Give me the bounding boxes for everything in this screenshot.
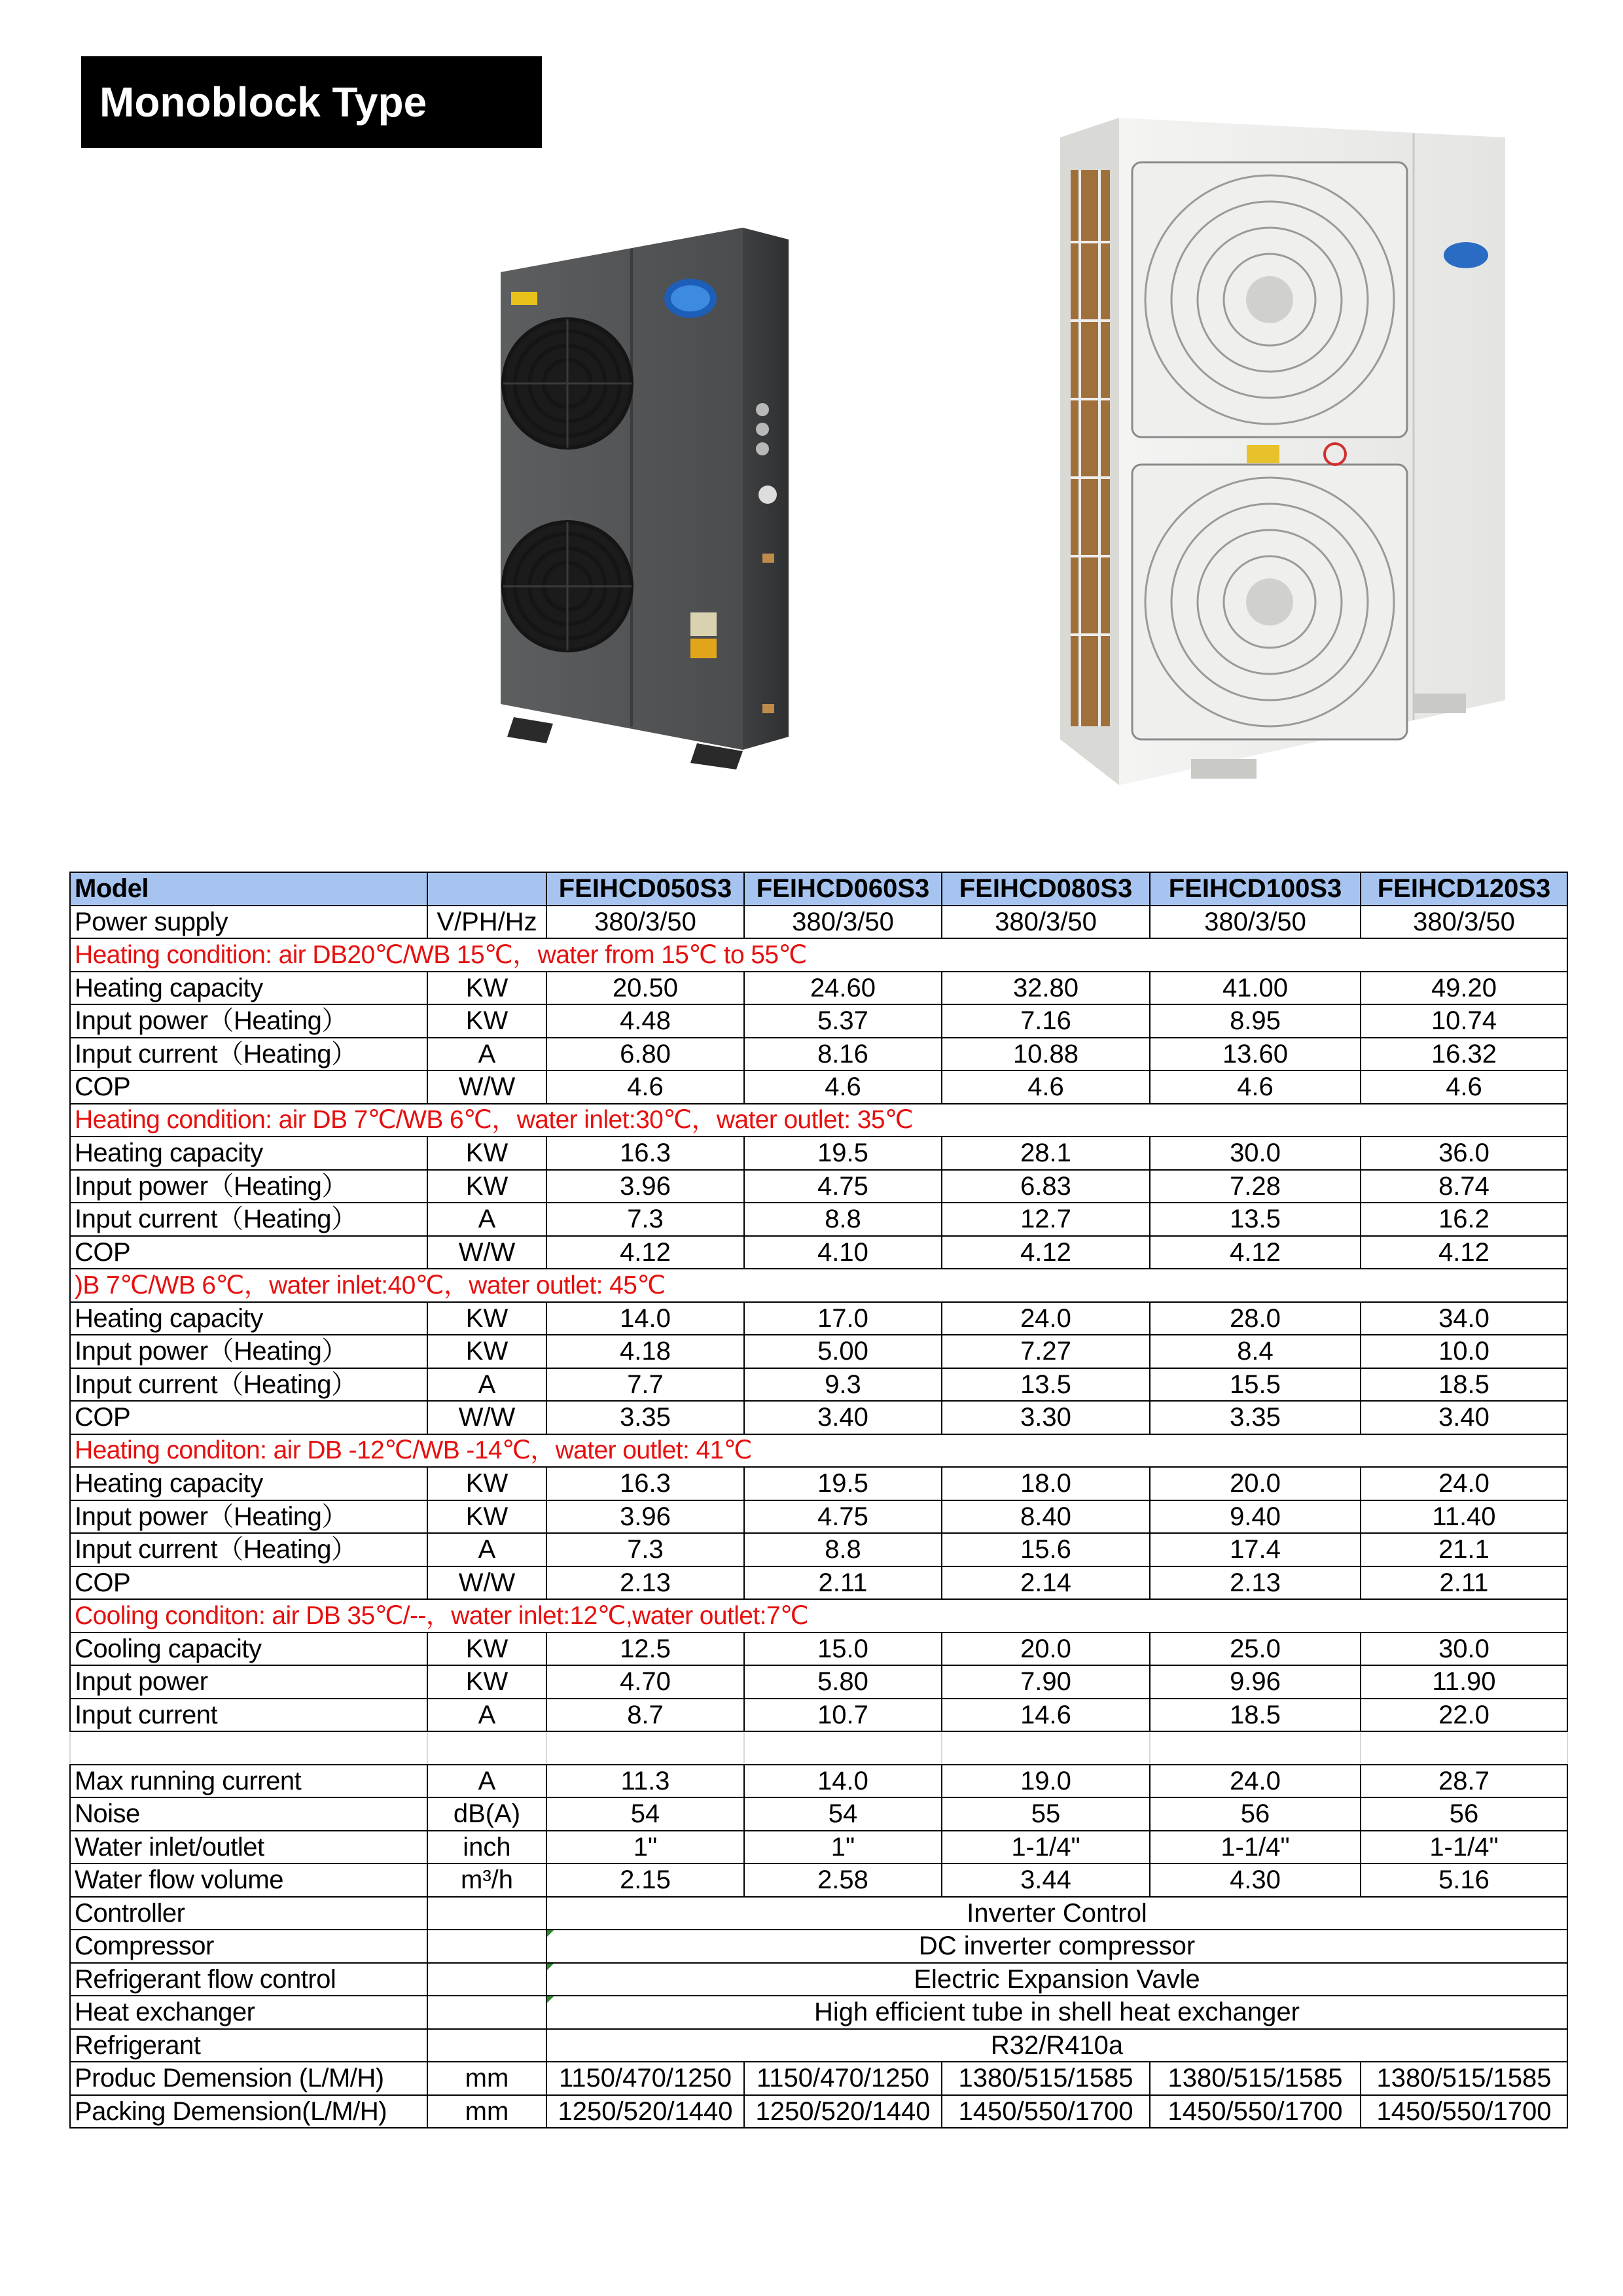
condition-text: Heating condition: air DB20℃/WB 15℃，water from 15℃ to 55℃ [70, 938, 1361, 972]
table-row [70, 1170, 1567, 1203]
value-cell: 380/3/50 [942, 906, 1150, 939]
value-cell: 56 [1361, 1797, 1567, 1831]
value-cell: 20.50 [546, 972, 744, 1005]
condition-row [70, 1599, 1567, 1633]
row-label: Input current（Heating） [70, 1038, 427, 1071]
row-unit: mm [427, 2095, 546, 2128]
value-cell: 4.75 [744, 1170, 942, 1203]
value-cell: 10.74 [1361, 1004, 1567, 1038]
spacer-row [70, 1731, 1567, 1765]
value-cell: 14.0 [546, 1302, 744, 1335]
table-row [70, 2095, 1567, 2128]
row-label: Input power（Heating） [70, 1004, 427, 1038]
row-label: Power supply [70, 906, 427, 939]
title-banner [81, 56, 542, 148]
value-cell: 22.0 [1361, 1699, 1567, 1732]
value-cell: 54 [546, 1797, 744, 1831]
value-cell: 36.0 [1361, 1137, 1567, 1170]
value-cell: 20.0 [942, 1633, 1150, 1666]
table-row [70, 1699, 1567, 1732]
condition-row [70, 1434, 1567, 1468]
cell-marker [547, 1930, 554, 1937]
value-cell: 4.30 [1150, 1863, 1361, 1897]
table-row [70, 1665, 1567, 1699]
value-cell: 4.6 [942, 1070, 1150, 1104]
value-cell: 3.40 [1361, 1401, 1567, 1434]
value-cell: 7.3 [546, 1203, 744, 1236]
row-label: COP [70, 1401, 427, 1434]
table-row [70, 1236, 1567, 1269]
row-label: Packing Demension(L/M/H) [70, 2095, 427, 2128]
value-cell: 15.5 [1150, 1368, 1361, 1402]
row-label: Input current（Heating） [70, 1533, 427, 1566]
value-cell: 4.6 [1361, 1070, 1567, 1104]
row-unit: KW [427, 1335, 546, 1368]
row-label: Heating capacity [70, 1302, 427, 1335]
value-cell: 380/3/50 [546, 906, 744, 939]
condition-empty [1361, 1434, 1567, 1468]
value-cell: 4.12 [1150, 1236, 1361, 1269]
row-label: Input power（Heating） [70, 1500, 427, 1534]
value-cell: 8.74 [1361, 1170, 1567, 1203]
value-cell: 6.80 [546, 1038, 744, 1071]
header-model-name: FEIHCD100S3 [1150, 872, 1361, 906]
value-cell: 2.11 [1361, 1566, 1567, 1600]
row-unit [427, 1996, 546, 2029]
row-label: Heat exchanger [70, 1996, 427, 2029]
spacer-cell [942, 1731, 1150, 1765]
value-cell: 1" [546, 1831, 744, 1864]
row-label: Heating capacity [70, 972, 427, 1005]
value-cell: 5.00 [744, 1335, 942, 1368]
condition-empty [1361, 1269, 1567, 1302]
value-cell: 380/3/50 [1150, 906, 1361, 939]
table-row [70, 1765, 1567, 1798]
value-cell: 3.35 [1150, 1401, 1361, 1434]
row-label: Refrigerant [70, 2029, 427, 2062]
value-cell: 3.44 [942, 1863, 1150, 1897]
value-cell: 380/3/50 [1361, 906, 1567, 939]
value-cell: 8.95 [1150, 1004, 1361, 1038]
row-unit: A [427, 1765, 546, 1798]
value-cell: 16.3 [546, 1137, 744, 1170]
value-cell: 380/3/50 [744, 906, 942, 939]
value-cell: 24.0 [1150, 1765, 1361, 1798]
value-cell: 18.0 [942, 1467, 1150, 1500]
row-label: Cooling capacity [70, 1633, 427, 1666]
value-cell: 8.7 [546, 1699, 744, 1732]
row-unit: KW [427, 1467, 546, 1500]
value-cell: 5.37 [744, 1004, 942, 1038]
value-cell: 1" [744, 1831, 942, 1864]
value-cell: 11.3 [546, 1765, 744, 1798]
condition-text: Cooling conditon: air DB 35℃/--，water inlet:12℃,water outlet:7℃ [70, 1599, 1361, 1633]
value-cell: 4.18 [546, 1335, 744, 1368]
value-cell: 2.15 [546, 1863, 744, 1897]
table-row [70, 1633, 1567, 1666]
value-cell: 2.14 [942, 1566, 1150, 1600]
row-unit: KW [427, 1004, 546, 1038]
value-cell: 19.5 [744, 1467, 942, 1500]
value-cell: 9.96 [1150, 1665, 1361, 1699]
value-cell: 1380/515/1585 [942, 2062, 1150, 2095]
row-unit: mm [427, 2062, 546, 2095]
value-cell: 3.35 [546, 1401, 744, 1434]
value-cell: 18.5 [1150, 1699, 1361, 1732]
row-unit [427, 1930, 546, 1963]
row-unit: dB(A) [427, 1797, 546, 1831]
value-cell: 3.40 [744, 1401, 942, 1434]
spacer-cell [70, 1731, 427, 1765]
table-row [70, 1533, 1567, 1566]
row-label: Noise [70, 1797, 427, 1831]
table-row [70, 906, 1567, 939]
spacer-cell [546, 1731, 744, 1765]
table-row [70, 1831, 1567, 1864]
row-unit: KW [427, 972, 546, 1005]
value-cell: 2.11 [744, 1566, 942, 1600]
row-label: COP [70, 1236, 427, 1269]
value-cell: 15.6 [942, 1533, 1150, 1566]
value-cell: 30.0 [1150, 1137, 1361, 1170]
value-cell: 3.96 [546, 1170, 744, 1203]
row-unit: KW [427, 1302, 546, 1335]
header-unit [427, 872, 546, 906]
value-cell: 13.5 [1150, 1203, 1361, 1236]
value-cell: 8.40 [942, 1500, 1150, 1534]
table-row [70, 1038, 1567, 1071]
row-unit [427, 1897, 546, 1930]
row-unit: m³/h [427, 1863, 546, 1897]
row-label: Heating capacity [70, 1467, 427, 1500]
value-cell: 5.80 [744, 1665, 942, 1699]
row-label: Refrigerant flow control [70, 1963, 427, 1996]
row-label: Input power [70, 1665, 427, 1699]
page-title: Monoblock Type [99, 79, 427, 126]
value-cell: 7.28 [1150, 1170, 1361, 1203]
value-cell: 8.8 [744, 1533, 942, 1566]
value-cell: 49.20 [1361, 972, 1567, 1005]
table-row [70, 1335, 1567, 1368]
row-label: Water inlet/outlet [70, 1831, 427, 1864]
row-unit: KW [427, 1500, 546, 1534]
row-label: Input current [70, 1699, 427, 1732]
row-unit: A [427, 1533, 546, 1566]
value-cell: 13.5 [942, 1368, 1150, 1402]
value-cell: 24.0 [1361, 1467, 1567, 1500]
condition-row [70, 938, 1567, 972]
row-label: Input current（Heating） [70, 1368, 427, 1402]
value-cell: 1-1/4" [942, 1831, 1150, 1864]
table-row [70, 1137, 1567, 1170]
value-cell: 34.0 [1361, 1302, 1567, 1335]
table-row [70, 1302, 1567, 1335]
cell-marker [547, 1964, 554, 1970]
value-cell: 3.96 [546, 1500, 744, 1534]
spacer-cell [1150, 1731, 1361, 1765]
row-unit: A [427, 1038, 546, 1071]
value-cell: 7.7 [546, 1368, 744, 1402]
value-cell: 1450/550/1700 [942, 2095, 1150, 2128]
value-cell: 1250/520/1440 [546, 2095, 744, 2128]
value-cell: 8.16 [744, 1038, 942, 1071]
spacer-cell [1361, 1731, 1567, 1765]
value-cell: 5.16 [1361, 1863, 1567, 1897]
header-model-name: FEIHCD120S3 [1361, 872, 1567, 906]
value-cell: 19.0 [942, 1765, 1150, 1798]
table-row [70, 1368, 1567, 1402]
value-cell: 24.60 [744, 972, 942, 1005]
table-row [70, 1996, 1567, 2029]
value-cell: 7.16 [942, 1004, 1150, 1038]
value-cell: 16.32 [1361, 1038, 1567, 1071]
value-cell: 32.80 [942, 972, 1150, 1005]
value-cell: 56 [1150, 1797, 1361, 1831]
table-row [70, 1863, 1567, 1897]
value-cell: 24.0 [942, 1302, 1150, 1335]
value-cell: 1150/470/1250 [744, 2062, 942, 2095]
row-label: Input power（Heating） [70, 1335, 427, 1368]
row-unit: inch [427, 1831, 546, 1864]
value-cell: 11.40 [1361, 1500, 1567, 1534]
condition-text: Heating condition: air DB 7℃/WB 6℃，water inlet:30℃，water outlet: 35℃ [70, 1104, 1361, 1137]
value-cell: 25.0 [1150, 1633, 1361, 1666]
value-cell: 18.5 [1361, 1368, 1567, 1402]
value-cell: 1250/520/1440 [744, 2095, 942, 2128]
spacer-cell [744, 1731, 942, 1765]
table-row [70, 1467, 1567, 1500]
condition-empty [1361, 1104, 1567, 1137]
value-cell: 1380/515/1585 [1150, 2062, 1361, 2095]
spacer-cell [427, 1731, 546, 1765]
condition-text: Heating conditon: air DB -12℃/WB -14℃，water outlet: 41℃ [70, 1434, 1361, 1468]
value-cell: 54 [744, 1797, 942, 1831]
row-unit: KW [427, 1665, 546, 1699]
value-cell: 30.0 [1361, 1633, 1567, 1666]
value-cell: 9.3 [744, 1368, 942, 1402]
value-cell: 4.12 [1361, 1236, 1567, 1269]
value-cell: 1150/470/1250 [546, 2062, 744, 2095]
table-header-row [70, 872, 1567, 906]
condition-empty [1361, 1599, 1567, 1633]
header-model-name: FEIHCD080S3 [942, 872, 1150, 906]
row-unit: W/W [427, 1236, 546, 1269]
table-row [70, 1930, 1567, 1963]
value-cell: 1380/515/1585 [1361, 2062, 1567, 2095]
value-cell: 4.6 [546, 1070, 744, 1104]
table-row [70, 1500, 1567, 1534]
row-unit: KW [427, 1633, 546, 1666]
spec-table [69, 872, 1568, 2128]
spanned-value: R32/R410a [546, 2029, 1567, 2062]
value-cell: 10.7 [744, 1699, 942, 1732]
table-row [70, 2029, 1567, 2062]
spanned-value: Inverter Control [546, 1897, 1567, 1930]
row-label: Max running current [70, 1765, 427, 1798]
row-unit: KW [427, 1137, 546, 1170]
table-row [70, 1897, 1567, 1930]
value-cell: 4.12 [942, 1236, 1150, 1269]
table-row [70, 1797, 1567, 1831]
row-label: Input current（Heating） [70, 1203, 427, 1236]
spec-table-body [70, 872, 1567, 2128]
row-label: COP [70, 1566, 427, 1600]
row-label: Water flow volume [70, 1863, 427, 1897]
value-cell: 21.1 [1361, 1533, 1567, 1566]
row-unit: A [427, 1699, 546, 1732]
value-cell: 16.3 [546, 1467, 744, 1500]
table-row [70, 1203, 1567, 1236]
table-row [70, 1963, 1567, 1996]
value-cell: 4.6 [744, 1070, 942, 1104]
value-cell: 4.70 [546, 1665, 744, 1699]
row-unit: W/W [427, 1070, 546, 1104]
value-cell: 13.60 [1150, 1038, 1361, 1071]
value-cell: 7.27 [942, 1335, 1150, 1368]
row-label: Heating capacity [70, 1137, 427, 1170]
value-cell: 12.5 [546, 1633, 744, 1666]
row-label: COP [70, 1070, 427, 1104]
value-cell: 1-1/4" [1150, 1831, 1361, 1864]
spanned-value: DC inverter compressor [546, 1930, 1567, 1963]
value-cell: 41.00 [1150, 972, 1361, 1005]
value-cell: 17.4 [1150, 1533, 1361, 1566]
value-cell: 11.90 [1361, 1665, 1567, 1699]
product-image-white-unit [1047, 111, 1531, 792]
row-label: Input power（Heating） [70, 1170, 427, 1203]
product-image-dark-unit [481, 220, 900, 785]
value-cell: 4.75 [744, 1500, 942, 1534]
value-cell: 7.3 [546, 1533, 744, 1566]
header-model-name: FEIHCD050S3 [546, 872, 744, 906]
row-unit: A [427, 1368, 546, 1402]
row-label: Compressor [70, 1930, 427, 1963]
value-cell: 4.48 [546, 1004, 744, 1038]
row-unit: KW [427, 1170, 546, 1203]
table-row [70, 1401, 1567, 1434]
condition-text: )B 7℃/WB 6℃，water inlet:40℃，water outlet: 45℃ [70, 1269, 1361, 1302]
table-row [70, 2062, 1567, 2095]
value-cell: 19.5 [744, 1137, 942, 1170]
condition-empty [1361, 938, 1567, 972]
value-cell: 12.7 [942, 1203, 1150, 1236]
row-unit: A [427, 1203, 546, 1236]
value-cell: 15.0 [744, 1633, 942, 1666]
value-cell: 6.83 [942, 1170, 1150, 1203]
value-cell: 3.30 [942, 1401, 1150, 1434]
value-cell: 1-1/4" [1361, 1831, 1567, 1864]
value-cell: 17.0 [744, 1302, 942, 1335]
value-cell: 14.0 [744, 1765, 942, 1798]
value-cell: 28.7 [1361, 1765, 1567, 1798]
table-row [70, 1566, 1567, 1600]
value-cell: 10.0 [1361, 1335, 1567, 1368]
header-model-label: Model [70, 872, 427, 906]
row-label: Controller [70, 1897, 427, 1930]
value-cell: 28.0 [1150, 1302, 1361, 1335]
row-unit: V/PH/Hz [427, 906, 546, 939]
value-cell: 2.13 [1150, 1566, 1361, 1600]
table-row [70, 1004, 1567, 1038]
condition-row [70, 1104, 1567, 1137]
value-cell: 2.13 [546, 1566, 744, 1600]
value-cell: 1450/550/1700 [1150, 2095, 1361, 2128]
value-cell: 7.90 [942, 1665, 1150, 1699]
condition-row [70, 1269, 1567, 1302]
value-cell: 55 [942, 1797, 1150, 1831]
value-cell: 10.88 [942, 1038, 1150, 1071]
value-cell: 8.8 [744, 1203, 942, 1236]
value-cell: 20.0 [1150, 1467, 1361, 1500]
row-unit: W/W [427, 1401, 546, 1434]
row-unit [427, 1963, 546, 1996]
spanned-value: High efficient tube in shell heat exchanger [546, 1996, 1567, 2029]
table-row [70, 1070, 1567, 1104]
cell-marker [547, 1996, 554, 2003]
row-unit: W/W [427, 1566, 546, 1600]
value-cell: 9.40 [1150, 1500, 1361, 1534]
spanned-value: Electric Expansion Vavle [546, 1963, 1567, 1996]
row-label: Produc Demension (L/M/H) [70, 2062, 427, 2095]
value-cell: 16.2 [1361, 1203, 1567, 1236]
value-cell: 4.10 [744, 1236, 942, 1269]
value-cell: 2.58 [744, 1863, 942, 1897]
value-cell: 28.1 [942, 1137, 1150, 1170]
value-cell: 8.4 [1150, 1335, 1361, 1368]
row-unit [427, 2029, 546, 2062]
header-model-name: FEIHCD060S3 [744, 872, 942, 906]
value-cell: 1450/550/1700 [1361, 2095, 1567, 2128]
value-cell: 4.6 [1150, 1070, 1361, 1104]
value-cell: 14.6 [942, 1699, 1150, 1732]
value-cell: 4.12 [546, 1236, 744, 1269]
table-row [70, 972, 1567, 1005]
